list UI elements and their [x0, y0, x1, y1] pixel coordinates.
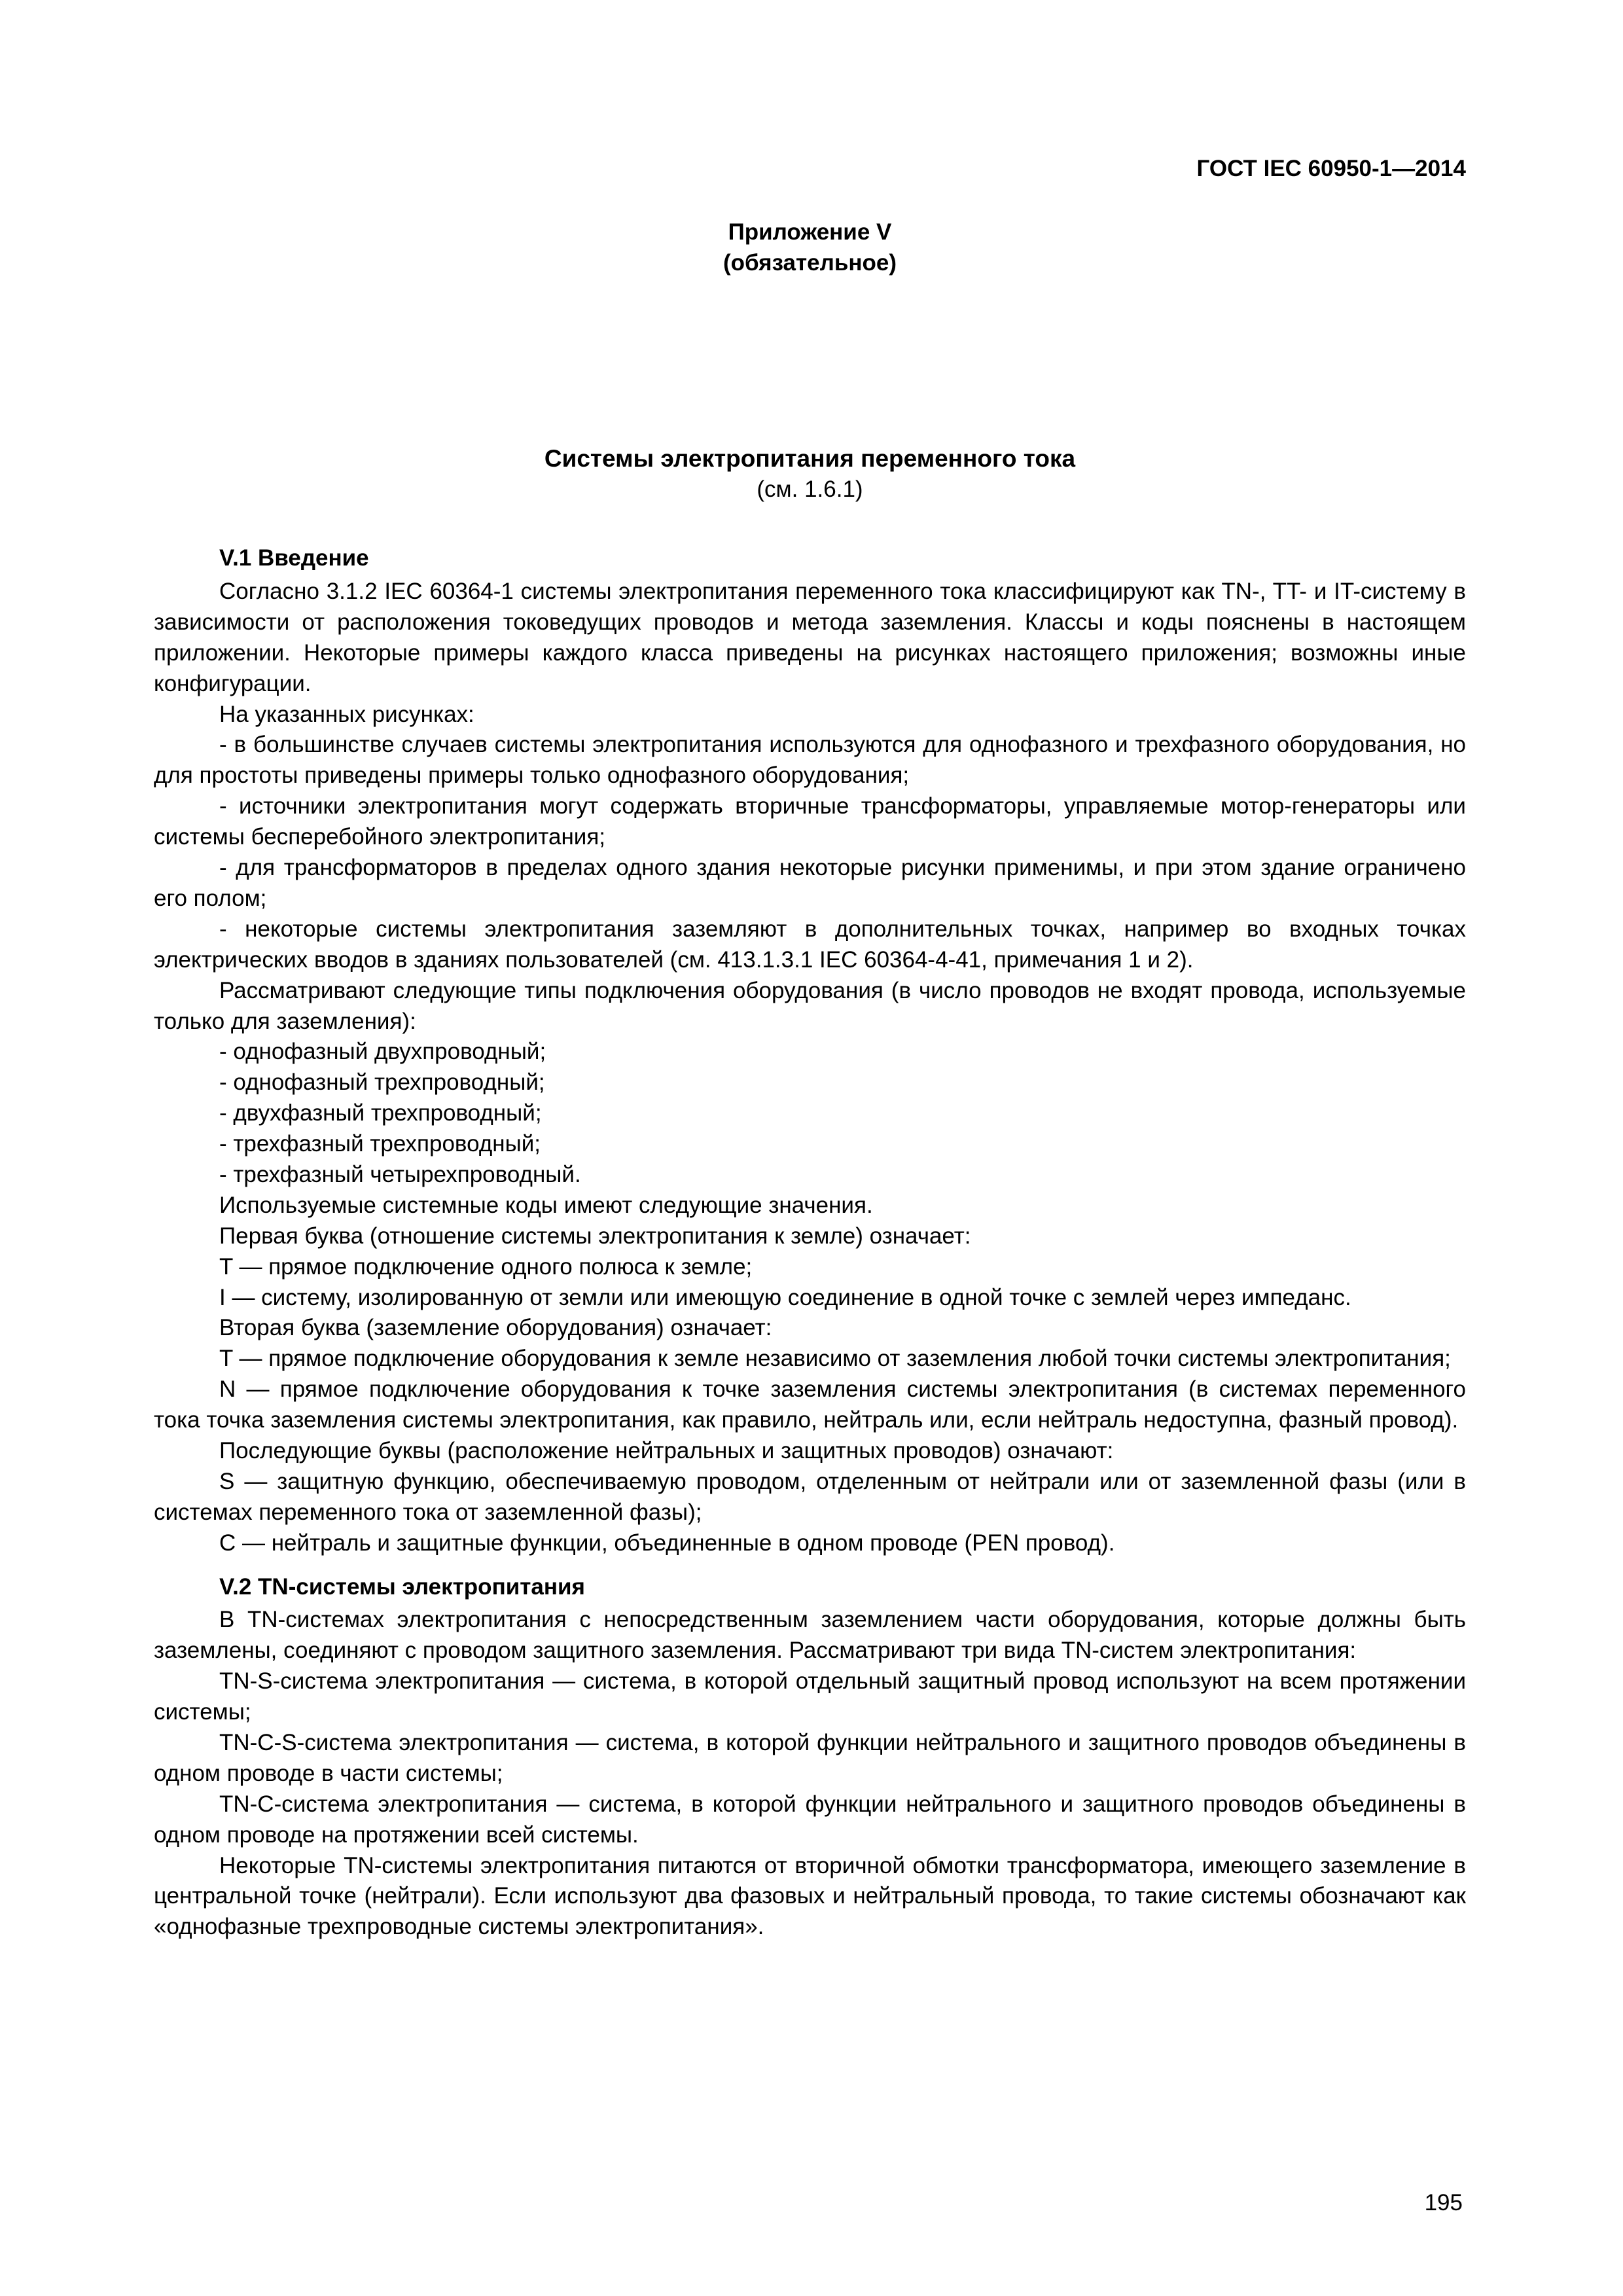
- paragraph: Некоторые TN-системы электропитания питаются от вторичной обмотки трансформатора, имеющего заземление в центральной точке (нейтрали). Если используют два фазовых и нейтральный провода, то такие системы обозначают как «однофазные трехпроводные системы электропитания».: [154, 1852, 1466, 1940]
- section-v1-introduction: [154, 543, 1466, 1558]
- paragraph: На указанных рисунках:: [219, 701, 474, 727]
- annex-qualifier: (обязательное): [722, 249, 897, 276]
- paragraph: - для трансформаторов в пределах одного здания некоторые рисунки применимы, и при этом здание ограничено его полом;: [154, 855, 1466, 911]
- paragraph: - двухфазный трехпроводный;: [219, 1100, 542, 1126]
- section-v2-tn-systems: [154, 1572, 1466, 1943]
- annex-block: [154, 217, 1466, 279]
- section-heading: V.1 Введение: [219, 545, 369, 571]
- paragraph: В TN-системах электропитания с непосредственным заземлением части оборудования, которые должны быть заземлены, соединяют с проводом защитного заземления. Рассматривают три вида TN-систем электропитания:: [154, 1607, 1466, 1664]
- paragraph: - трехфазный трехпроводный;: [219, 1131, 541, 1157]
- paragraph: Рассматривают следующие типы подключения оборудования (в число проводов не входят провода, используемые только для заземления):: [154, 977, 1466, 1034]
- paragraph: Вторая буква (заземление оборудования) означает:: [219, 1315, 772, 1341]
- paragraph: S — защитную функцию, обеспечиваемую проводом, отделенным от нейтрали или от заземленной фазы (или в системах переменного тока от заземленной фазы);: [154, 1468, 1466, 1525]
- paragraph: - в большинстве случаев системы электропитания используются для однофазного и трехфазного оборудования, но для простоты приведены примеры только однофазного оборудования;: [154, 732, 1466, 789]
- paragraph: TN-C-S-система электропитания — система, в которой функции нейтрального и защитного проводов объединены в одном проводе в части системы;: [154, 1729, 1466, 1786]
- page-subtitle: (см. 1.6.1): [757, 476, 863, 503]
- section-body: [154, 1605, 1466, 1943]
- page-number: 195: [1424, 2190, 1463, 2216]
- paragraph: N — прямое подключение оборудования к точке заземления системы электропитания (в системах переменного тока точка заземления системы электропитания, как правило, нейтраль или, если нейтраль недоступна, фазный провод).: [154, 1376, 1466, 1433]
- document-standard-header: ГОСТ IEC 60950-1—2014: [1196, 156, 1466, 181]
- section-body: [154, 577, 1466, 1559]
- paragraph: Используемые системные коды имеют следующие значения.: [219, 1192, 873, 1218]
- paragraph: Первая буква (отношение системы электропитания к земле) означает:: [219, 1223, 971, 1249]
- annex-title: Приложение V: [728, 219, 892, 245]
- paragraph: TN-C-система электропитания — система, в которой функции нейтрального и защитного проводов объединены в одном проводе на протяжении всей системы.: [154, 1791, 1466, 1848]
- title-block: [154, 442, 1466, 505]
- paragraph: - источники электропитания могут содержать вторичные трансформаторы, управляемые мотор-генераторы или системы бесперебойного электропитания;: [154, 793, 1466, 850]
- paragraph: T — прямое подключение одного полюса к земле;: [219, 1253, 753, 1280]
- paragraph: Согласно 3.1.2 IEC 60364-1 системы электропитания переменного тока классифицируют как TN-, TT- и IT-систему в зависимости от расположения токоведущих проводов и метода заземления. Классы и коды пояснены в настоящем приложении. Некоторые примеры каждого класса приведены на рисунках настоящего приложения; возможны иные конфигурации.: [154, 579, 1466, 696]
- page-title: Системы электропитания переменного тока: [544, 444, 1076, 472]
- paragraph: - однофазный трехпроводный;: [219, 1069, 545, 1096]
- paragraph: I — систему, изолированную от земли или имеющую соединение в одной точке с землей через импеданс.: [219, 1284, 1351, 1310]
- paragraph: TN-S-система электропитания — система, в которой отдельный защитный провод используют на всем протяжении системы;: [154, 1668, 1466, 1725]
- paragraph: - однофазный двухпроводный;: [219, 1039, 546, 1065]
- paragraph: Последующие буквы (расположение нейтральных и защитных проводов) означают:: [219, 1437, 1114, 1463]
- paragraph: - некоторые системы электропитания заземляют в дополнительных точках, например во входных точках электрических вводов в зданиях пользователей (см. 413.1.3.1 IEC 60364-4-41, примечания 1 и 2).: [154, 916, 1466, 973]
- paragraph: T — прямое подключение оборудования к земле независимо от заземления любой точки системы электропитания;: [219, 1346, 1451, 1372]
- section-heading: V.2 TN-системы электропитания: [219, 1573, 585, 1600]
- paragraph: C — нейтраль и защитные функции, объединенные в одном проводе (PEN провод).: [219, 1530, 1115, 1556]
- paragraph: - трехфазный четырехпроводный.: [219, 1161, 581, 1187]
